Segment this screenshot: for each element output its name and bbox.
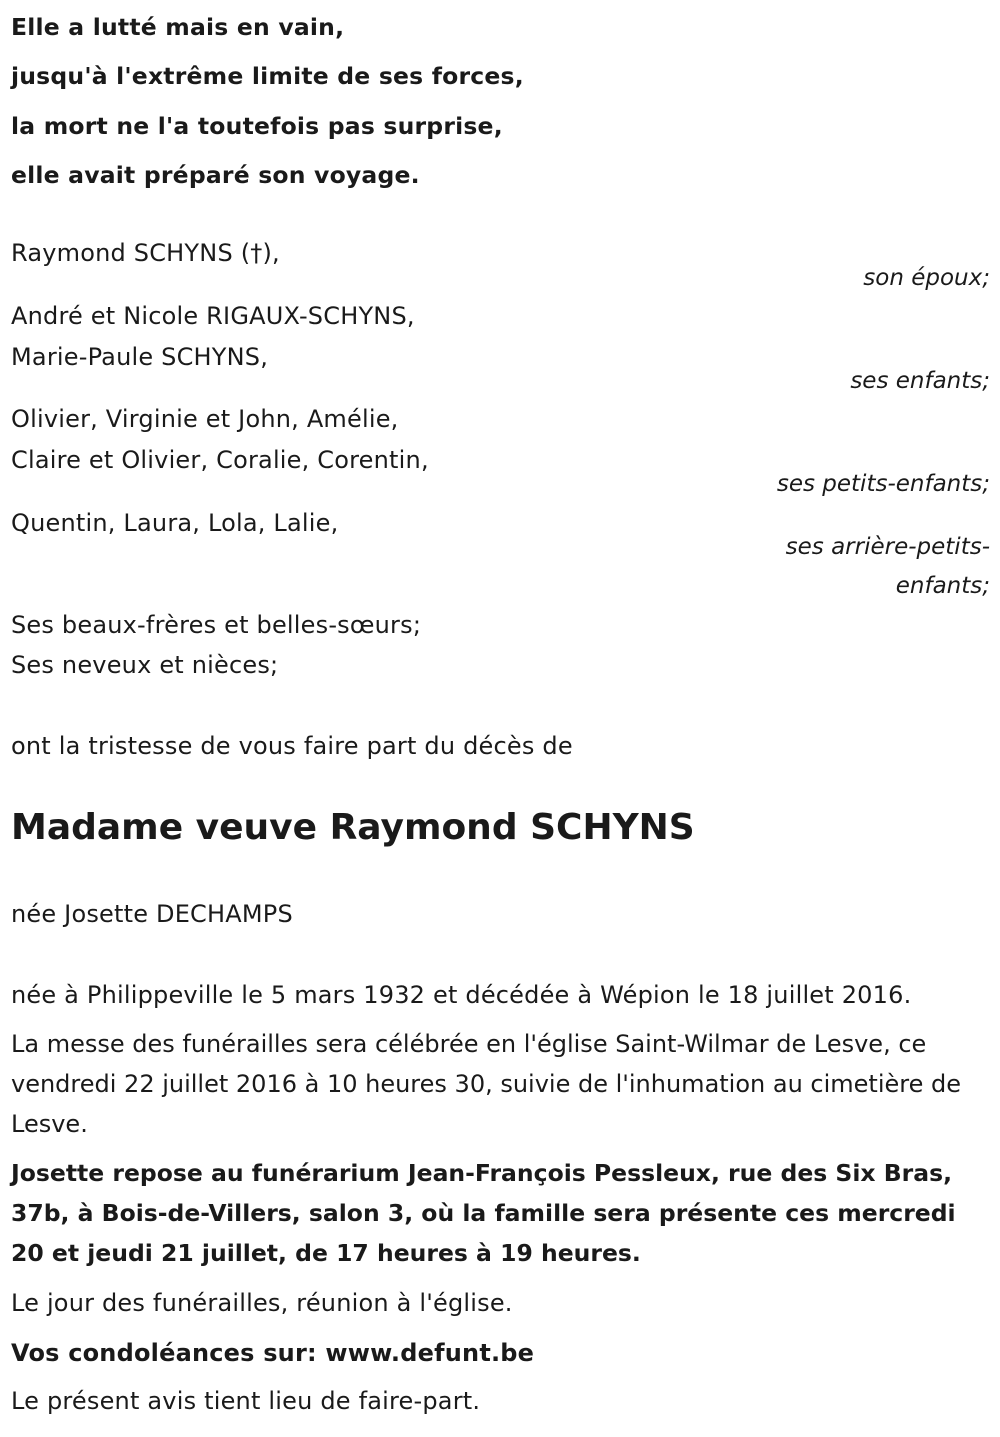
poem-line: la mort ne l'a toutefois pas surprise,: [11, 112, 503, 140]
condolences-text: Vos condoléances sur: www.defunt.be: [11, 1339, 535, 1367]
child-name: André et Nicole RIGAUX-SCHYNS,: [11, 302, 415, 330]
notice-text: Le présent avis tient lieu de faire-part.: [11, 1387, 481, 1415]
grandchildren-name: Claire et Olivier, Coralie, Corentin,: [11, 446, 429, 474]
poem-line: Elle a lutté mais en vain,: [11, 13, 345, 41]
great-grandchildren-relation: enfants;: [895, 573, 990, 599]
spouse-name: Raymond SCHYNS (†),: [11, 239, 280, 267]
maiden-name: née Josette DECHAMPS: [11, 900, 293, 928]
great-grandchildren-relation: ses arrière-petits-: [785, 534, 990, 560]
poem-line: jusqu'à l'extrême limite de ses forces,: [11, 62, 524, 90]
children-relation: ses enfants;: [850, 368, 990, 394]
visitation-text: Josette repose au funérarium Jean-François Pessleux, rue des Six Bras, 37b, à Bois-de-Villers, salon 3, où la famille sera présente ces mercredi 20 et jeudi 21 juillet, de 17 heures à 19 heures.: [11, 1159, 956, 1267]
grandchildren-relation: ses petits-enfants;: [776, 471, 990, 497]
birth-death-text: née à Philippeville le 5 mars 1932 et décédée à Wépion le 18 juillet 2016.: [11, 981, 912, 1009]
funeral-mass-text: La messe des funérailles sera célébrée en l'église Saint-Wilmar de Lesve, ce vendredi 22 juillet 2016 à 10 heures 30, suivie de l'inhumation au cimetière de Lesve.: [11, 1030, 962, 1138]
great-grandchildren-name: Quentin, Laura, Lola, Lalie,: [11, 509, 339, 537]
other-family: Ses beaux-frères et belles-sœurs;: [11, 611, 422, 639]
poem-line: elle avait préparé son voyage.: [11, 161, 420, 189]
deceased-name: Madame veuve Raymond SCHYNS: [11, 807, 695, 848]
other-family: Ses neveux et nièces;: [11, 651, 279, 679]
grandchildren-name: Olivier, Virginie et John, Amélie,: [11, 405, 399, 433]
spouse-relation: son époux;: [863, 265, 990, 291]
child-name: Marie-Paule SCHYNS,: [11, 343, 269, 371]
meeting-text: Le jour des funérailles, réunion à l'église.: [11, 1289, 513, 1317]
announcement-text: ont la tristesse de vous faire part du décès de: [11, 732, 573, 760]
